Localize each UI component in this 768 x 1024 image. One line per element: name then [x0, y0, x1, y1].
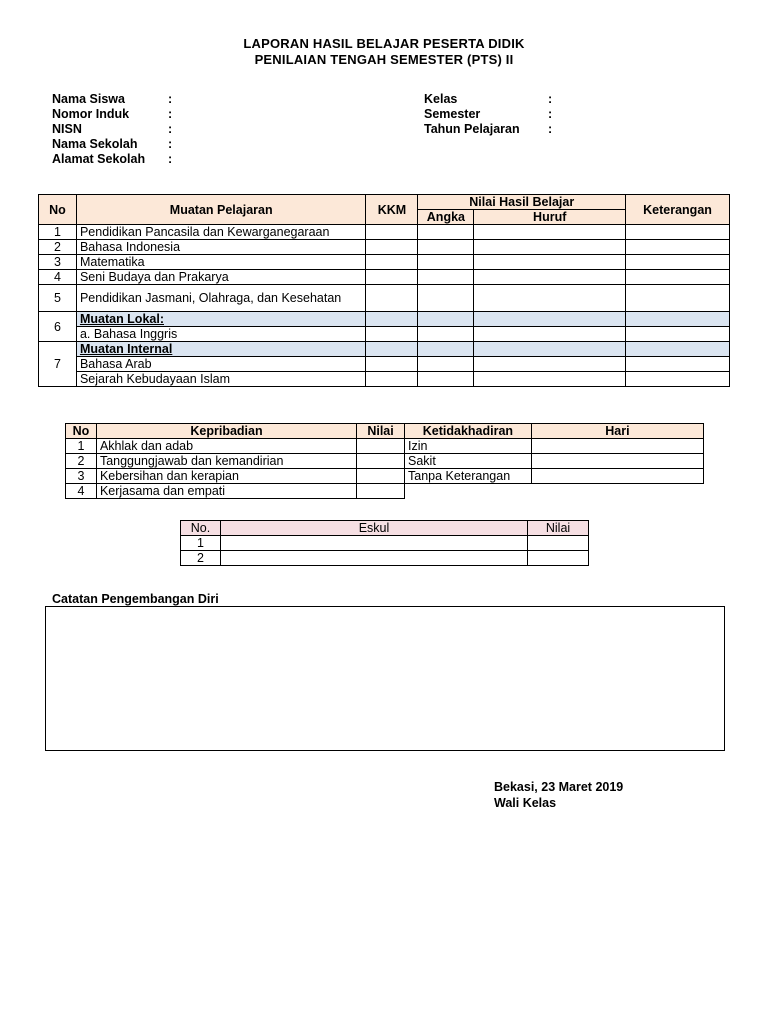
row-no: 5: [39, 285, 77, 312]
absence-type: Izin: [405, 439, 532, 454]
row-no: 1: [39, 225, 77, 240]
label-nisn: NISN: [52, 122, 82, 136]
kkm-cell: [366, 285, 418, 312]
table-row: [39, 342, 730, 357]
header-eskul: Eskul: [220, 521, 527, 536]
table-row: [39, 372, 730, 387]
header-note: Keterangan: [626, 195, 730, 225]
header-angka: Angka: [418, 210, 474, 225]
header-huruf: Huruf: [474, 210, 626, 225]
value-cell: [357, 454, 405, 469]
note-cell: [626, 327, 730, 342]
header-result: Nilai Hasil Belajar: [418, 195, 626, 210]
kkm-cell: [366, 240, 418, 255]
value-cell: [357, 439, 405, 454]
huruf-cell: [474, 312, 626, 327]
section-muatan-lokal: Muatan Lokal:: [76, 312, 366, 327]
row-subject: Matematika: [76, 255, 366, 270]
row-subject: Seni Budaya dan Prakarya: [76, 270, 366, 285]
header-no: No: [66, 424, 97, 439]
colon: :: [168, 92, 173, 106]
row-no: 2: [39, 240, 77, 255]
angka-cell: [418, 255, 474, 270]
row-no: 3: [66, 469, 97, 484]
report-subtitle: PENILAIAN TENGAH SEMESTER (PTS) II: [254, 52, 514, 67]
kkm-cell: [366, 372, 418, 387]
value-cell: [357, 484, 405, 499]
row-no: 2: [66, 454, 97, 469]
header-nilai: Nilai: [528, 521, 589, 536]
angka-cell: [418, 357, 474, 372]
huruf-cell: [474, 240, 626, 255]
table-row: [39, 312, 730, 327]
header-kepribadian: Kepribadian: [96, 424, 356, 439]
header-kkm: KKM: [366, 195, 418, 225]
colon: :: [548, 92, 553, 106]
table-row: [39, 225, 730, 240]
angka-cell: [418, 240, 474, 255]
row-no: 1: [181, 536, 221, 551]
colon: :: [548, 107, 553, 121]
huruf-cell: [474, 357, 626, 372]
signature-role: Wali Kelas: [494, 796, 557, 810]
huruf-cell: [474, 225, 626, 240]
colon: :: [548, 122, 553, 136]
table-row: [66, 484, 405, 499]
note-cell: [626, 270, 730, 285]
days-cell: [531, 439, 703, 454]
huruf-cell: [474, 255, 626, 270]
label-nomor-induk: Nomor Induk: [52, 107, 130, 121]
huruf-cell: [474, 342, 626, 357]
row-no: 2: [181, 551, 221, 566]
row-name: Akhlak dan adab: [96, 439, 356, 454]
row-subject: Pendidikan Pancasila dan Kewarganegaraan: [76, 225, 366, 240]
eskul-table: [180, 520, 589, 566]
note-cell: [626, 255, 730, 270]
table-row: [405, 469, 704, 484]
row-subject: Pendidikan Jasmani, Olahraga, dan Kesehatan: [76, 285, 366, 312]
row-subject: a. Bahasa Inggris: [76, 327, 366, 342]
header-subject: Muatan Pelajaran: [76, 195, 366, 225]
row-name: Kebersihan dan kerapian: [96, 469, 356, 484]
row-no: 6: [39, 312, 77, 342]
table-row: [405, 454, 704, 469]
notes-label: Catatan Pengembangan Diri: [52, 592, 219, 606]
table-row: [405, 439, 704, 454]
header-nilai: Nilai: [357, 424, 405, 439]
colon: :: [168, 152, 173, 166]
row-no: 4: [39, 270, 77, 285]
angka-cell: [418, 372, 474, 387]
kkm-cell: [366, 342, 418, 357]
days-cell: [531, 454, 703, 469]
label-tahun-pelajaran: Tahun Pelajaran: [424, 122, 520, 136]
note-cell: [626, 240, 730, 255]
table-row: [39, 285, 730, 312]
huruf-cell: [474, 372, 626, 387]
huruf-cell: [474, 327, 626, 342]
table-row: [39, 357, 730, 372]
angka-cell: [418, 285, 474, 312]
label-nama-sekolah: Nama Sekolah: [52, 137, 138, 151]
note-cell: [626, 372, 730, 387]
angka-cell: [418, 312, 474, 327]
value-cell: [357, 469, 405, 484]
row-subject: Sejarah Kebudayaan Islam: [76, 372, 366, 387]
header-no: No: [39, 195, 77, 225]
note-cell: [626, 312, 730, 327]
row-no: 1: [66, 439, 97, 454]
grades-table: [38, 194, 730, 387]
eskul-cell: [220, 536, 527, 551]
colon: :: [168, 107, 173, 121]
row-no: 3: [39, 255, 77, 270]
kkm-cell: [366, 225, 418, 240]
table-row: [39, 240, 730, 255]
row-no: 4: [66, 484, 97, 499]
table-row: [66, 439, 405, 454]
report-title: LAPORAN HASIL BELAJAR PESERTA DIDIK: [243, 36, 525, 51]
label-semester: Semester: [424, 107, 481, 121]
label-alamat-sekolah: Alamat Sekolah: [52, 152, 146, 166]
section-muatan-internal: Muatan Internal: [76, 342, 366, 357]
row-no: 7: [39, 342, 77, 387]
kkm-cell: [366, 255, 418, 270]
table-row: [66, 469, 405, 484]
kkm-cell: [366, 327, 418, 342]
row-subject: Bahasa Indonesia: [76, 240, 366, 255]
personality-table: [65, 423, 405, 499]
place-date: Bekasi, 23 Maret 2019: [494, 780, 624, 794]
row-name: Tanggungjawab dan kemandirian: [96, 454, 356, 469]
eskul-cell: [220, 551, 527, 566]
days-cell: [531, 469, 703, 484]
huruf-cell: [474, 270, 626, 285]
note-cell: [626, 285, 730, 312]
table-row: [181, 551, 589, 566]
colon: :: [168, 137, 173, 151]
header-hari: Hari: [531, 424, 703, 439]
kkm-cell: [366, 357, 418, 372]
kkm-cell: [366, 270, 418, 285]
table-row: [181, 536, 589, 551]
huruf-cell: [474, 285, 626, 312]
header-no: No.: [181, 521, 221, 536]
note-cell: [626, 357, 730, 372]
colon: :: [168, 122, 173, 136]
header-ketidakhadiran: Ketidakhadiran: [405, 424, 532, 439]
angka-cell: [418, 342, 474, 357]
value-cell: [528, 551, 589, 566]
absence-type: Tanpa Keterangan: [405, 469, 532, 484]
angka-cell: [418, 327, 474, 342]
absence-table: [404, 423, 704, 484]
table-row: [66, 454, 405, 469]
row-subject: Bahasa Arab: [76, 357, 366, 372]
absence-type: Sakit: [405, 454, 532, 469]
row-name: Kerjasama dan empati: [96, 484, 356, 499]
angka-cell: [418, 225, 474, 240]
table-row: [39, 270, 730, 285]
label-kelas: Kelas: [424, 92, 458, 106]
note-cell: [626, 225, 730, 240]
angka-cell: [418, 270, 474, 285]
value-cell: [528, 536, 589, 551]
note-cell: [626, 342, 730, 357]
table-row: [39, 327, 730, 342]
kkm-cell: [366, 312, 418, 327]
table-row: [39, 255, 730, 270]
notes-box[interactable]: [45, 606, 725, 751]
label-nama-siswa: Nama Siswa: [52, 92, 125, 106]
